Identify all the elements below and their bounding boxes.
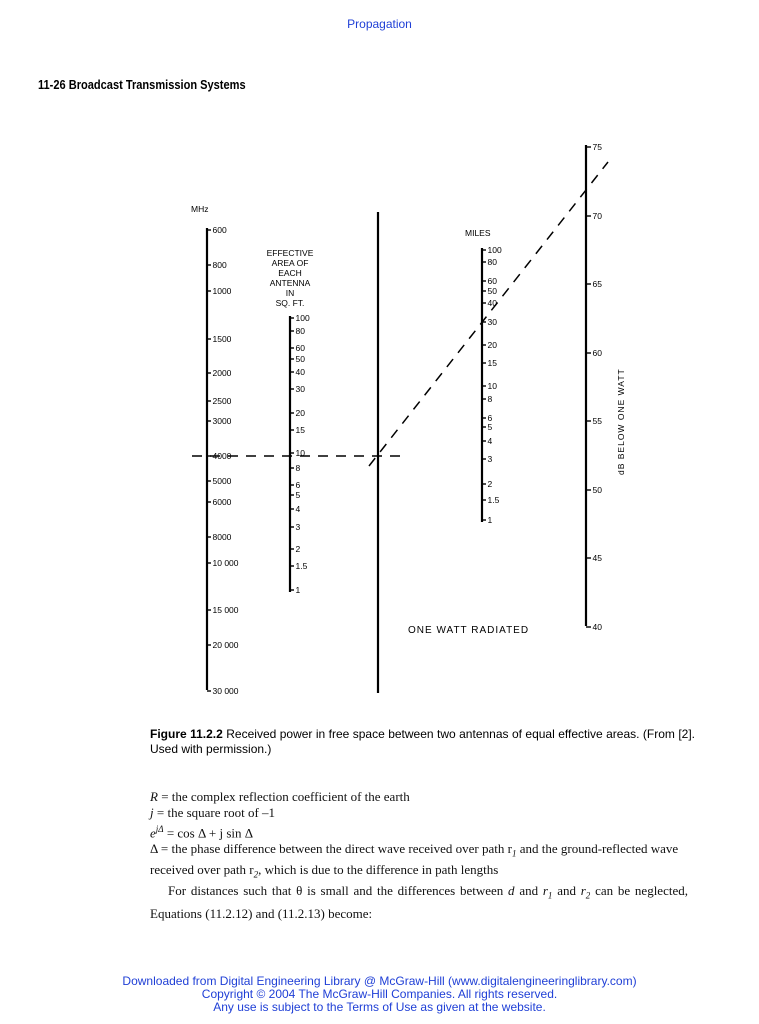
mhz-tick-label: 5000	[212, 476, 232, 486]
area-tick-label: 40	[295, 367, 305, 377]
area-tick-label: 4	[295, 504, 301, 514]
area-tick-label: 80	[295, 326, 305, 336]
area-label-line: AREA OF	[271, 258, 309, 268]
miles-tick-label: 60	[487, 276, 497, 286]
mhz-tick-labels	[207, 225, 239, 696]
miles-tick-label: 5	[487, 422, 493, 432]
area-tick-label: 1	[295, 585, 301, 595]
mhz-tick-label: 6000	[212, 497, 232, 507]
body-paragraph: For distances such that θ is small and the differences between d and $r_1$ and $r_2$ can be neglected, Equations (11.2.12) and (11.2.13) become:	[150, 883, 688, 921]
section-title: 11-26 Broadcast Transmission Systems	[38, 77, 246, 92]
miles-tick-label: 8	[487, 394, 493, 404]
caption-text: Received power in free space between two antennas of equal effective areas. (From [2]. Used with permission.)	[150, 727, 696, 756]
miles-tick-labels	[482, 245, 502, 525]
db-tick-label: 70	[592, 211, 602, 221]
miles-tick-label: 6	[487, 413, 493, 423]
mhz-unit-label: MHz	[191, 204, 209, 214]
db-axis-label: dB BELOW ONE WATT	[616, 368, 626, 475]
mhz-tick-label: 2500	[212, 396, 232, 406]
db-tick-label: 75	[592, 142, 602, 152]
mhz-tick-label: 4000	[212, 451, 232, 461]
area-label-line: ANTENNA	[269, 278, 311, 288]
footer-download-link[interactable]: Downloaded from Digital Engineering Library @ McGraw-Hill (www.digitalengineeringlibrary.com)	[122, 974, 637, 988]
miles-tick-label: 1	[487, 515, 493, 525]
mhz-tick-label: 2000	[212, 368, 232, 378]
mhz-tick-label: 1500	[212, 334, 232, 344]
running-header[interactable]: Propagation	[347, 17, 412, 31]
miles-tick-label: 4	[487, 436, 493, 446]
miles-tick-label: 20	[487, 340, 497, 350]
miles-tick-label: 10	[487, 381, 497, 391]
area-tick-labels	[290, 313, 310, 595]
mhz-tick-label: 30 000	[212, 686, 239, 696]
def-j: j = the square root of –1	[150, 805, 276, 820]
area-tick-label: 3	[295, 522, 301, 532]
area-label-line: SQ. FT.	[275, 298, 305, 308]
page-footer[interactable]	[0, 975, 759, 1014]
def-e: $e^{j\Delta} = \cos \Delta + j$ sin Δ	[150, 824, 254, 841]
area-tick-label: 60	[295, 343, 305, 353]
miles-unit-label: MILES	[465, 228, 491, 238]
area-tick-label: 100	[295, 313, 310, 323]
mhz-tick-label: 8000	[212, 532, 232, 542]
area-tick-label: 20	[295, 408, 305, 418]
db-tick-label: 65	[592, 279, 602, 289]
mhz-tick-label: 800	[212, 260, 227, 270]
area-tick-label: 50	[295, 354, 305, 364]
mhz-tick-label: 10 000	[212, 558, 239, 568]
db-tick-label: 40	[592, 622, 602, 632]
miles-tick-label: 1.5	[487, 495, 500, 505]
mhz-tick-label: 3000	[212, 416, 232, 426]
area-label-line: IN	[285, 288, 295, 298]
miles-tick-label: 40	[487, 298, 497, 308]
mhz-tick-label: 15 000	[212, 605, 239, 615]
miles-tick-label: 3	[487, 454, 493, 464]
area-tick-label: 10	[295, 448, 305, 458]
mhz-tick-label: 20 000	[212, 640, 239, 650]
db-tick-label: 60	[592, 348, 602, 358]
db-tick-label: 55	[592, 416, 602, 426]
area-tick-label: 30	[295, 384, 305, 394]
area-label-line: EFFECTIVE	[266, 248, 314, 258]
footer-terms-link[interactable]: Any use is subject to the Terms of Use as given at the website.	[213, 1000, 546, 1014]
miles-tick-label: 2	[487, 479, 493, 489]
caption-label: Figure 11.2.2	[150, 727, 223, 741]
figure-caption	[150, 727, 695, 757]
symbol-definitions	[150, 789, 690, 883]
footer-copyright[interactable]: Copyright © 2004 The McGraw-Hill Companies. All rights reserved.	[201, 987, 558, 1001]
mhz-tick-label: 1000	[212, 286, 232, 296]
area-tick-label: 15	[295, 425, 305, 435]
miles-tick-label: 100	[487, 245, 502, 255]
def-delta: Δ = the phase difference between the direct wave received over path $r_1$ and the ground-reflected wave received over path $r_2$, which is due to the difference in path lengths	[150, 841, 679, 880]
db-tick-labels	[586, 142, 602, 632]
area-tick-label: 6	[295, 480, 301, 490]
area-label-line: EACH	[278, 268, 302, 278]
def-r: R = the complex reflection coefficient of the earth	[150, 789, 410, 804]
miles-tick-label: 15	[487, 358, 497, 368]
area-tick-label: 5	[295, 490, 301, 500]
area-tick-label: 1.5	[295, 561, 308, 571]
area-scale-label	[267, 248, 314, 308]
area-tick-label: 2	[295, 544, 301, 554]
miles-tick-label: 80	[487, 257, 497, 267]
area-tick-label: 8	[295, 463, 301, 473]
db-tick-label: 45	[592, 553, 602, 563]
miles-tick-label: 30	[487, 317, 497, 327]
miles-tick-label: 50	[487, 286, 497, 296]
mhz-tick-label: 600	[212, 225, 227, 235]
db-tick-label: 50	[592, 485, 602, 495]
radiated-label: ONE WATT RADIATED	[408, 625, 530, 636]
